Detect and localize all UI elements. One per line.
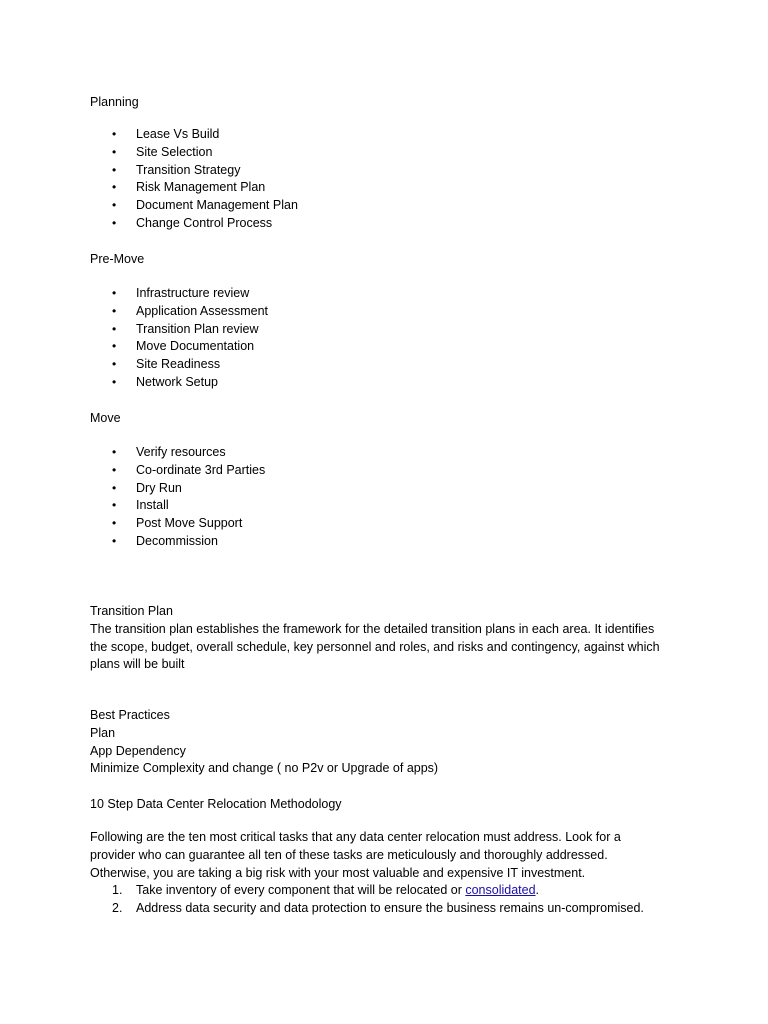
list-item: • Infrastructure review	[112, 285, 268, 303]
step-text: Take inventory of every component that will be relocated or	[136, 883, 466, 897]
list-item: • Transition Plan review	[112, 321, 268, 339]
list-item: • Site Selection	[112, 144, 298, 162]
list-item: • Decommission	[112, 533, 265, 551]
list-item: • Application Assessment	[112, 303, 268, 321]
list-item: • Risk Management Plan	[112, 179, 298, 197]
list-item: • Co-ordinate 3rd Parties	[112, 462, 265, 480]
methodology-intro	[90, 829, 680, 882]
step-text: Address data security and data protection to ensure the business remains un-compromised.	[136, 900, 644, 915]
list-item: • Document Management Plan	[112, 197, 298, 215]
list-item: • Site Readiness	[112, 356, 268, 374]
paragraph-line: Otherwise, you are taking a big risk with your most valuable and expensive IT investment.	[90, 865, 586, 880]
planning-heading: Planning	[90, 95, 139, 109]
paragraph-line: Following are the ten most critical tasks that any data center relocation must address. Look for a	[90, 830, 621, 844]
list-item: • Dry Run	[112, 480, 265, 498]
move-list	[112, 444, 265, 551]
step-number: 1.	[112, 883, 123, 897]
list-item: • Transition Strategy	[112, 162, 298, 180]
consolidated-link[interactable]: consolidated	[465, 883, 536, 897]
list-item: • Verify resources	[112, 444, 265, 462]
transition-plan-section	[90, 603, 680, 674]
paragraph-line: App Dependency	[90, 743, 186, 758]
list-item: • Move Documentation	[112, 338, 268, 356]
transition-plan-title: Transition Plan	[90, 604, 173, 618]
list-item: • Change Control Process	[112, 215, 298, 233]
list-item	[112, 900, 644, 918]
premove-list	[112, 285, 268, 392]
paragraph-line: The transition plan establishes the framework for the detailed transition plans in each area. It identifies	[90, 621, 655, 636]
best-practices-title: Best Practices	[90, 708, 170, 722]
paragraph-line: the scope, budget, overall schedule, key personnel and roles, and risks and contingency, against which	[90, 639, 660, 654]
list-item: • Post Move Support	[112, 515, 265, 533]
step-number: 2.	[112, 900, 123, 915]
methodology-heading: 10 Step Data Center Relocation Methodology	[90, 797, 342, 811]
paragraph-line: provider who can guarantee all ten of these tasks are meticulously and thoroughly addressed.	[90, 847, 608, 862]
paragraph-line: plans will be built	[90, 657, 185, 672]
list-item	[112, 882, 644, 900]
premove-heading: Pre-Move	[90, 252, 145, 266]
move-heading: Move	[90, 411, 121, 425]
list-item: • Lease Vs Build	[112, 126, 298, 144]
list-item: • Network Setup	[112, 374, 268, 392]
methodology-steps	[112, 882, 644, 918]
list-item: • Install	[112, 497, 265, 515]
best-practices-section	[90, 707, 680, 778]
paragraph-line: Minimize Complexity and change ( no P2v or Upgrade of apps)	[90, 761, 439, 776]
planning-list	[112, 126, 298, 233]
step-text-end: .	[535, 883, 540, 897]
paragraph-line: Plan	[90, 725, 116, 740]
